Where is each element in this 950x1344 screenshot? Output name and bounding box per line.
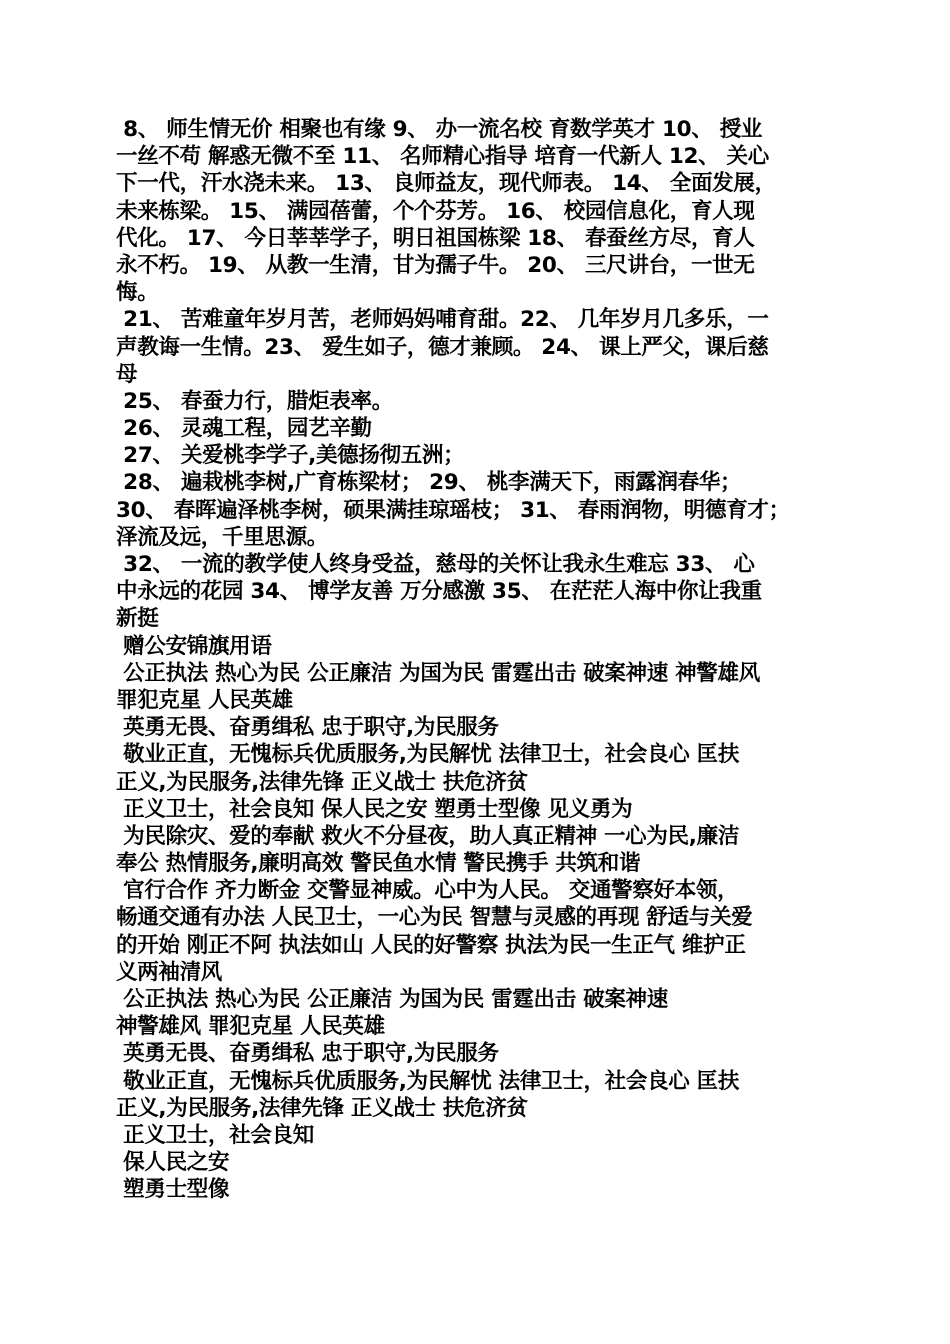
text-line: 塑勇士型像 [116,1177,230,1203]
text-line: 下一代，汗水浇未来。 13、 良师益友，现代师表。 14、 全面发展， [116,171,776,197]
text-line: 永不朽。 19、 从教一生清，甘为孺子牛。 20、 三尺讲台，一世无 [116,252,755,278]
text-line: 新挺 [116,606,159,632]
text-line: 声教诲一生情。23、 爱生如子，德才兼顾。 24、 课上严父，课后慈 [116,334,769,360]
text-line: 正义卫士，社会良知 保人民之安 塑勇士型像 见义勇为 [116,796,633,822]
text-line: 25、 春蚕力行，腊炬表率。 [116,388,393,414]
text-line: 一丝不苟 解惑无微不至 11、 名师精心指导 培育一代新人 12、 关心 [116,144,769,170]
text-line: 正义卫士，社会良知 [116,1122,314,1148]
text-line: 敬业正直，无愧标兵优质服务,为民解忧 法律卫士，社会良心 匡扶 [116,1068,740,1094]
text-line: 英勇无畏、奋勇缉私 忠于职守,为民服务 [116,715,499,741]
text-line: 27、 关爱桃李学子,美德扬彻五洲； [116,443,465,469]
text-line: 奉公 热情服务,廉明高效 警民鱼水情 警民携手 共筑和谐 [116,851,641,877]
text-line: 保人民之安 [116,1150,230,1176]
text-line: 28、 遍栽桃李树,广育栋梁材； 29、 桃李满天下，雨露润春华； [116,470,742,496]
text-line: 正义,为民服务,法律先锋 正义战士 扶危济贫 [116,769,528,795]
text-line: 8、 师生情无价 相聚也有缘 9、 办一流名校 育数学英才 10、 授业 [116,117,763,142]
text-line: 26、 灵魂工程，园艺辛勤 [116,416,372,442]
document-body [116,116,836,1204]
text-line: 义两袖清风 [116,959,223,985]
text-line: 未来栋梁。 15、 满园蓓蕾，个个芬芳。 16、 校园信息化，育人现 [116,198,755,224]
text-line: 泽流及远，千里思源。 [116,524,329,550]
text-line: 畅通交通有办法 人民卫士，一心为民 智慧与灵感的再现 舒适与关爱 [116,905,753,931]
text-line: 神警雄风 罪犯克星 人民英雄 [116,1014,385,1040]
text-line: 敬业正直，无愧标兵优质服务,为民解忧 法律卫士，社会良心 匡扶 [116,742,740,768]
text-line: 英勇无畏、奋勇缉私 忠于职守,为民服务 [116,1041,499,1067]
text-line: 30、 春晖遍泽桃李树，硕果满挂琼瑶枝； 31、 春雨润物，明德育才； [116,497,790,523]
text-line: 为民除灾、爱的奉献 救火不分昼夜，助人真正精神 一心为民,廉洁 [116,823,740,849]
text-line: 中永远的花园 34、 博学友善 万分感激 35、 在茫茫人海中你让我重 [116,579,762,605]
text-line: 罪犯克星 人民英雄 [116,687,293,713]
text-line: 的开始 刚正不阿 执法如山 人民的好警察 执法为民一生正气 维护正 [116,932,746,958]
text-line: 代化。 17、 今日莘莘学子，明日祖国栋梁 18、 春蚕丝方尽，育人 [116,225,755,251]
text-line: 悔。 [116,280,159,306]
text-line: 32、 一流的教学使人终身受益，慈母的关怀让我永生难忘 33、 心 [116,552,755,577]
section-heading: 赠公安锦旗用语 [116,633,272,659]
text-line: 公正执法 热心为民 公正廉洁 为国为民 雷霆出击 破案神速 [116,987,668,1012]
text-line: 官行合作 齐力断金 交警显神威。心中为人民。 交通警察好本领， [116,878,739,904]
text-line: 母 [116,361,138,387]
text-line: 21、 苦难童年岁月苦，老师妈妈哺育甜。22、 几年岁月几多乐，一 [116,307,769,333]
text-line: 正义,为民服务,法律先锋 正义战士 扶危济贫 [116,1095,528,1121]
text-line: 公正执法 热心为民 公正廉洁 为国为民 雷霆出击 破案神速 神警雄风 [116,660,760,686]
